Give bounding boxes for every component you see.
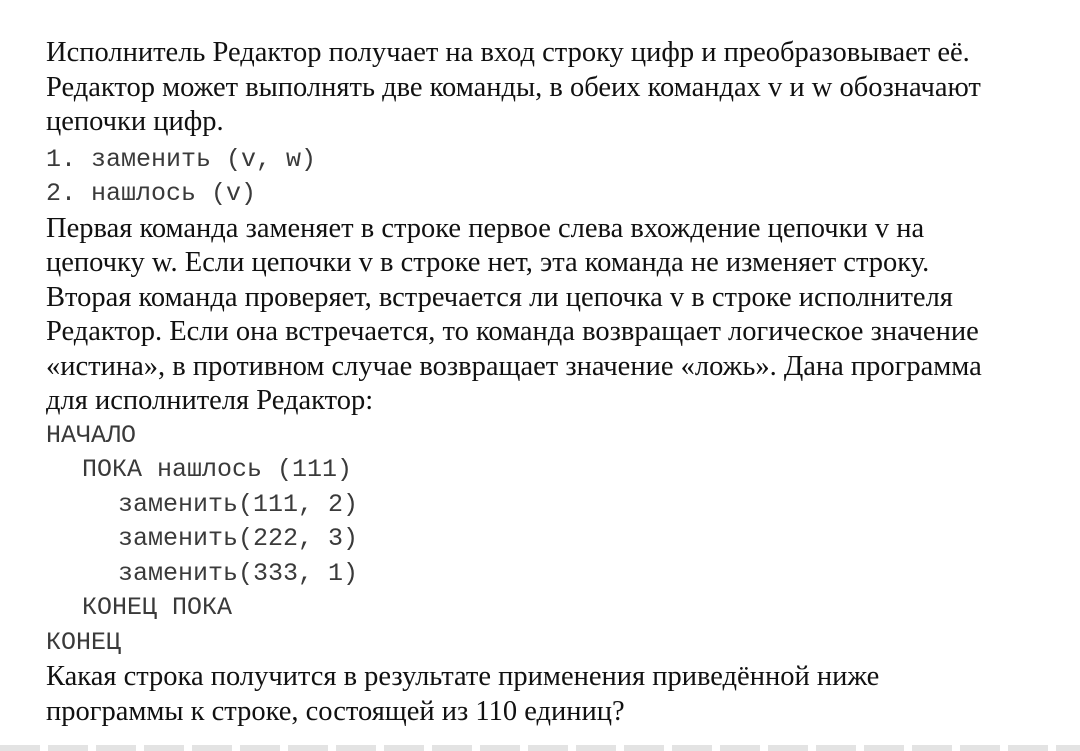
description-line-6: для исполнителя Редактор: xyxy=(46,385,374,416)
command-1: 1. заменить (v, w) xyxy=(46,144,317,174)
question-line-2: программы к строке, состоящей из 110 единиц? xyxy=(46,695,625,727)
intro-line-1: Исполнитель Редактор получает на вход строку цифр и преобразовывает её. xyxy=(46,37,970,68)
program-code xyxy=(46,419,1056,661)
description-line-3: Вторая команда проверяет, встречается ли цепочка v в строке исполнителя xyxy=(46,281,953,313)
description-line-1: Первая команда заменяет в строке первое слева вхождение цепочки v на xyxy=(46,212,925,244)
intro-line-3: цепочки цифр. xyxy=(46,106,224,137)
program-end-while: КОНЕЦ ПОКА xyxy=(82,593,233,622)
description-line-5: «истина», в противном случае возвращает значение «ложь». Дана программа xyxy=(46,350,982,382)
question-line-1: Какая строка получится в результате применения приведённой ниже xyxy=(46,661,880,692)
intro-line-2: Редактор может выполнять две команды, в обеих командах v и w обозначают xyxy=(46,71,981,103)
command-2: 2. нашлось (v) xyxy=(46,179,257,208)
program-body-line-2: заменить(222, 3) xyxy=(118,524,359,553)
program-begin: НАЧАЛО xyxy=(46,420,137,450)
description-line-4: Редактор. Если она встречается, то команда возвращает логическое значение xyxy=(46,316,979,347)
cut-off-next-line xyxy=(0,745,1080,751)
description-line-2: цепочку w. Если цепочки v в строке нет, эта команда не изменяет строку. xyxy=(46,247,930,278)
program-body-line-3: заменить(333, 1) xyxy=(118,558,359,588)
program-body-line-1: заменить(111, 2) xyxy=(118,489,359,519)
program-while: ПОКА нашлось (111) xyxy=(82,455,353,484)
problem-text xyxy=(46,36,1056,729)
program-end: КОНЕЦ xyxy=(46,627,122,657)
